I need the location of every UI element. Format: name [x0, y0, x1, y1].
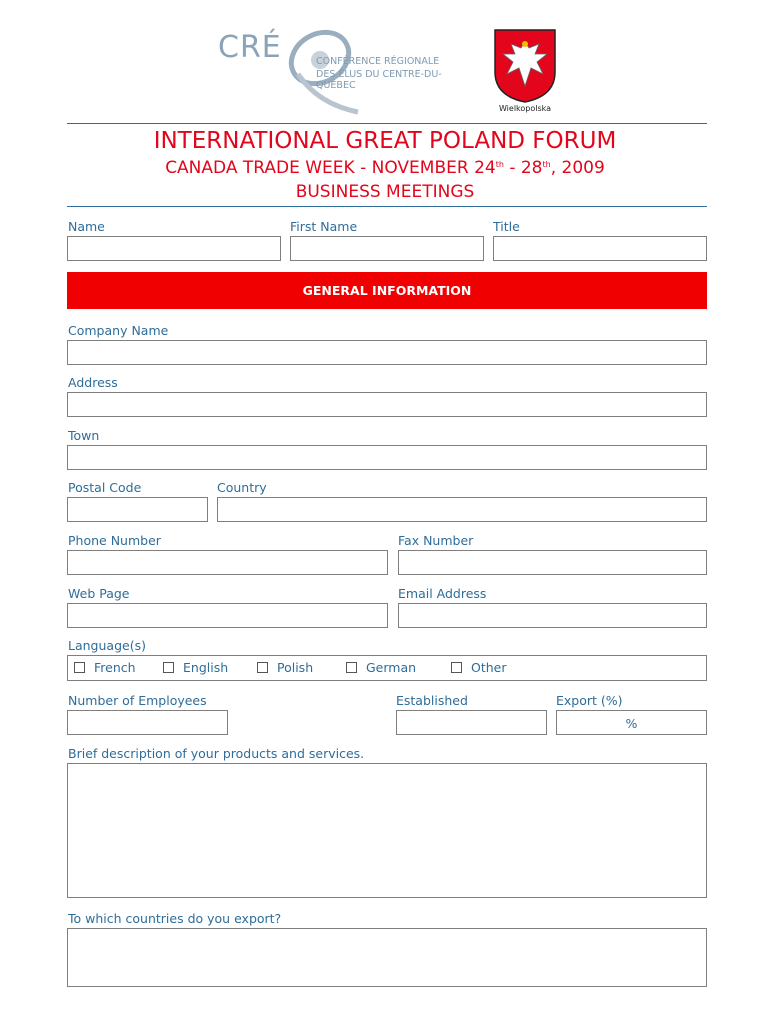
- third-title: BUSINESS MEETINGS: [295, 182, 475, 202]
- countries-field[interactable]: [67, 928, 707, 987]
- email-field[interactable]: [398, 603, 707, 628]
- name-field[interactable]: [67, 236, 281, 261]
- cre-logo-text: CRÉ: [218, 30, 282, 65]
- phone-field[interactable]: [67, 550, 388, 575]
- fax-field[interactable]: [398, 550, 707, 575]
- checkbox-other[interactable]: [451, 662, 462, 673]
- first-name-field[interactable]: [290, 236, 484, 261]
- postal-field[interactable]: [67, 497, 208, 522]
- web-field[interactable]: [67, 603, 388, 628]
- country-label: Country: [217, 480, 267, 495]
- general-info-bar: [67, 272, 707, 309]
- fax-label: Fax Number: [398, 533, 474, 548]
- sub-title-mid: - 28: [503, 158, 543, 178]
- eagle-crest-icon: [493, 28, 557, 104]
- sub-title-sup2: th: [542, 160, 551, 169]
- title-rule: [67, 206, 707, 207]
- phone-label: Phone Number: [68, 533, 161, 548]
- language-label-german: German: [366, 660, 417, 675]
- checkbox-german[interactable]: [346, 662, 357, 673]
- checkbox-english[interactable]: [163, 662, 174, 673]
- email-label: Email Address: [398, 586, 487, 601]
- town-field[interactable]: [67, 445, 707, 470]
- address-label: Address: [68, 375, 118, 390]
- main-title: INTERNATIONAL GREAT POLAND FORUM: [153, 128, 617, 154]
- sub-title-sup1: th: [495, 160, 504, 169]
- cre-line1: CONFÉRENCE RÉGIONALE: [316, 56, 440, 67]
- address-field[interactable]: [67, 392, 707, 417]
- sub-title: [0, 158, 770, 178]
- country-field[interactable]: [217, 497, 707, 522]
- countries-label: To which countries do you export?: [68, 911, 282, 926]
- language-label-english: English: [183, 660, 229, 675]
- export-label: Export (%): [556, 693, 623, 708]
- company-field[interactable]: [67, 340, 707, 365]
- checkbox-french[interactable]: [74, 662, 85, 673]
- checkbox-polish[interactable]: [257, 662, 268, 673]
- export-percent-unit: %: [625, 716, 638, 731]
- description-field[interactable]: [67, 763, 707, 898]
- employees-field[interactable]: [67, 710, 228, 735]
- language-label-polish: Polish: [277, 660, 314, 675]
- language-label-french: French: [94, 660, 136, 675]
- export-field[interactable]: [556, 710, 707, 735]
- language-label-other: Other: [471, 660, 507, 675]
- postal-label: Postal Code: [68, 480, 142, 495]
- employees-label: Number of Employees: [68, 693, 207, 708]
- established-field[interactable]: [396, 710, 547, 735]
- description-label: Brief description of your products and services.: [68, 746, 365, 761]
- header-rule: [67, 123, 707, 124]
- company-label: Company Name: [68, 323, 169, 338]
- name-label: Name: [68, 219, 105, 234]
- cre-line2: DES ÉLUS DU CENTRE-DU-QUÉBEC: [316, 69, 442, 91]
- title-label: Title: [493, 219, 520, 234]
- town-label: Town: [68, 428, 100, 443]
- languages-label: Language(s): [68, 638, 146, 653]
- web-label: Web Page: [68, 586, 130, 601]
- crest-caption: Wielkopolska: [498, 104, 552, 113]
- sub-title-suffix: , 2009: [550, 158, 605, 178]
- first-name-label: First Name: [290, 219, 358, 234]
- sub-title-prefix: CANADA TRADE WEEK - NOVEMBER 24: [165, 158, 496, 178]
- wielkopolska-crest: [493, 28, 557, 116]
- cre-logo: [218, 24, 478, 116]
- title-field[interactable]: [493, 236, 707, 261]
- general-info-heading: GENERAL INFORMATION: [302, 283, 472, 298]
- established-label: Established: [396, 693, 468, 708]
